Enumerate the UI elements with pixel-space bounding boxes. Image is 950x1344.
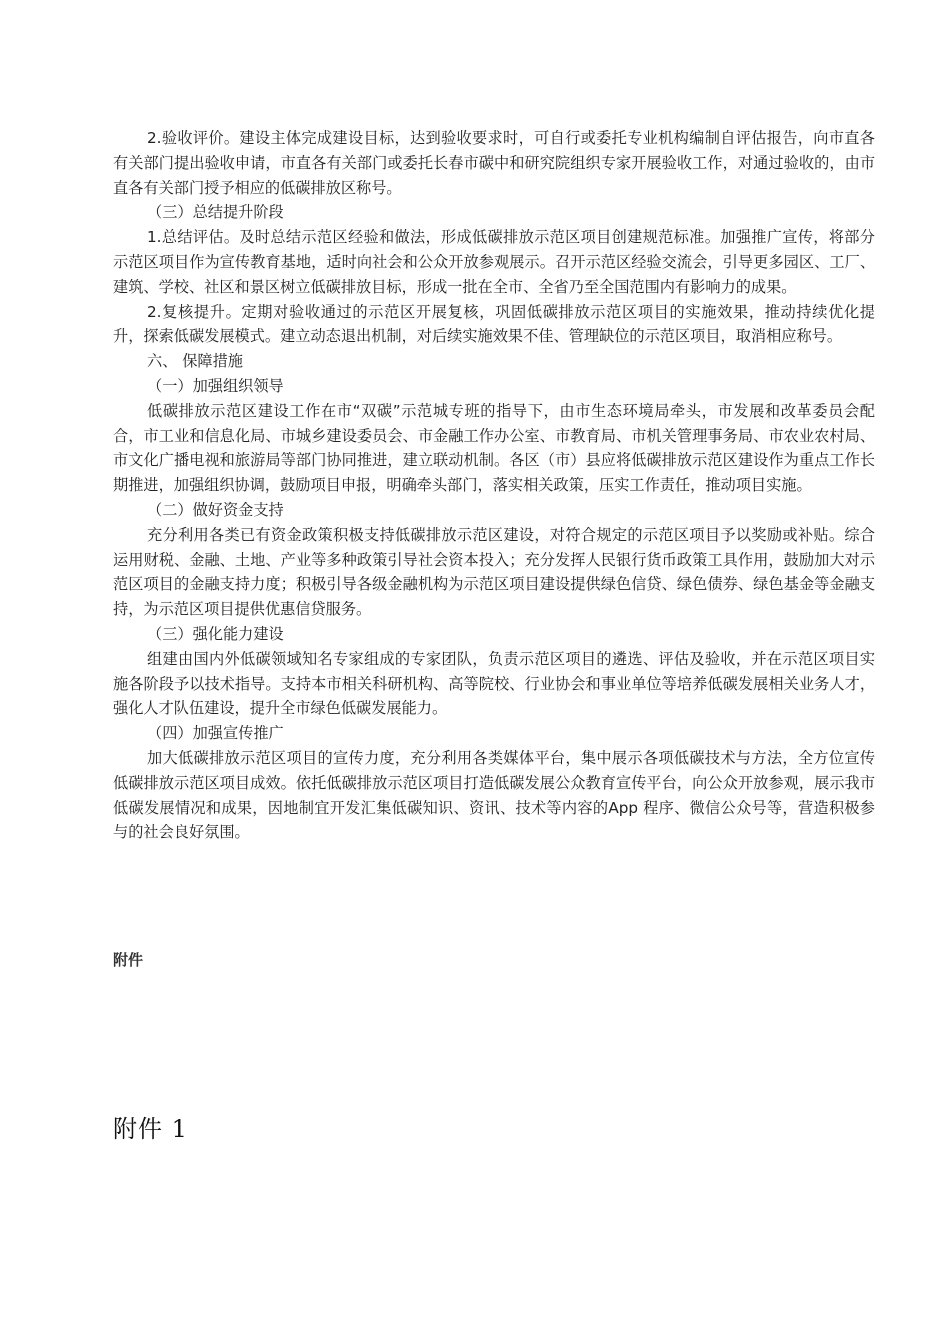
section-heading-funding: （二）做好资金支持 [147,500,284,519]
paragraph-summary-evaluation: 1.总结评估。及时总结示范区经验和做法，形成低碳排放示范区项目创建规范标准。加强推广宣传，将部分示范区项目作为宣传教育基地，适时向社会和公众开放参观展示。召开示范区经验交流会，引导更多园区、工厂、建筑、学校、社区和景区树立低碳排放目标，形成一批在全市、全省乃至全国范围内有影响力的成果。 [113,228,875,296]
section-heading-summary-stage: （三）总结提升阶段 [147,203,284,222]
appendix-title: 附件 1 [113,1115,188,1143]
paragraph-publicity: 加大低碳排放示范区项目的宣传力度，充分利用各类媒体平台，集中展示各项低碳技术与方法，全方位宣传低碳排放示范区项目成效。依托低碳排放示范区项目打造低碳发展公众教育宣传平台，向公众开放参观，展示我市低碳发展情况和成果，因地制宜开发汇集低碳知识、资讯、技术等内容的App 程序、微信公众号等，营造积极参与的社会良好氛围。 [113,748,875,842]
section-heading-publicity: （四）加强宣传推广 [147,724,284,743]
paragraph-funding: 充分利用各类已有资金政策积极支持低碳排放示范区建设，对符合规定的示范区项目予以奖励或补贴。综合运用财税、金融、土地、产业等多种政策引导社会资本投入；充分发挥人民银行货币政策工具作用，鼓励加大对示范区项目的金融支持力度；积极引导各级金融机构为示范区项目建设提供绿色信贷、绿色债券、绿色基金等金融支持，为示范区项目提供优惠信贷服务。 [113,525,875,619]
section-heading-organization: （一）加强组织领导 [147,376,284,395]
section-heading-safeguards: 六、 保障措施 [147,352,243,371]
paragraph-capacity: 组建由国内外低碳领域知名专家组成的专家团队，负责示范区项目的遴选、评估及验收，并在示范区项目实施各阶段予以技术指导。支持本市相关科研机构、高等院校、行业协会和事业单位等培养低碳发展相关业务人才，强化人才队伍建设，提升全市绿色低碳发展能力。 [113,649,875,718]
paragraph-organization: 低碳排放示范区建设工作在市“双碳”示范城专班的指导下，由市生态环境局牵头，市发展和改革委员会配合，市工业和信息化局、市城乡建设委员会、市金融工作办公室、市教育局、市机关管理事务局、市农业农村局、市文化广播电视和旅游局等部门协同推进，建立联动机制。各区（市）县应将低碳排放示范区建设作为重点工作长期推进，加强组织协调，鼓励项目申报，明确牵头部门，落实相关政策，压实工作责任，推动项目实施。 [113,401,875,495]
document-body [113,126,875,845]
paragraph-review-improvement: 2.复核提升。定期对验收通过的示范区开展复核，巩固低碳排放示范区项目的实施效果，推动持续优化提升，探索低碳发展模式。建立动态退出机制，对后续实施效果不佳、管理缺位的示范区项目，取消相应称号。 [113,302,875,346]
section-heading-capacity: （三）强化能力建设 [147,624,284,643]
appendix-label: 附件 [113,951,144,969]
paragraph-acceptance-evaluation: 2.验收评价。建设主体完成建设目标，达到验收要求时，可自行或委托专业机构编制自评估报告，向市直各有关部门提出验收申请，市直各有关部门或委托长春市碳中和研究院组织专家开展验收工作，对通过验收的，由市直各有关部门授予相应的低碳排放区称号。 [113,129,875,197]
